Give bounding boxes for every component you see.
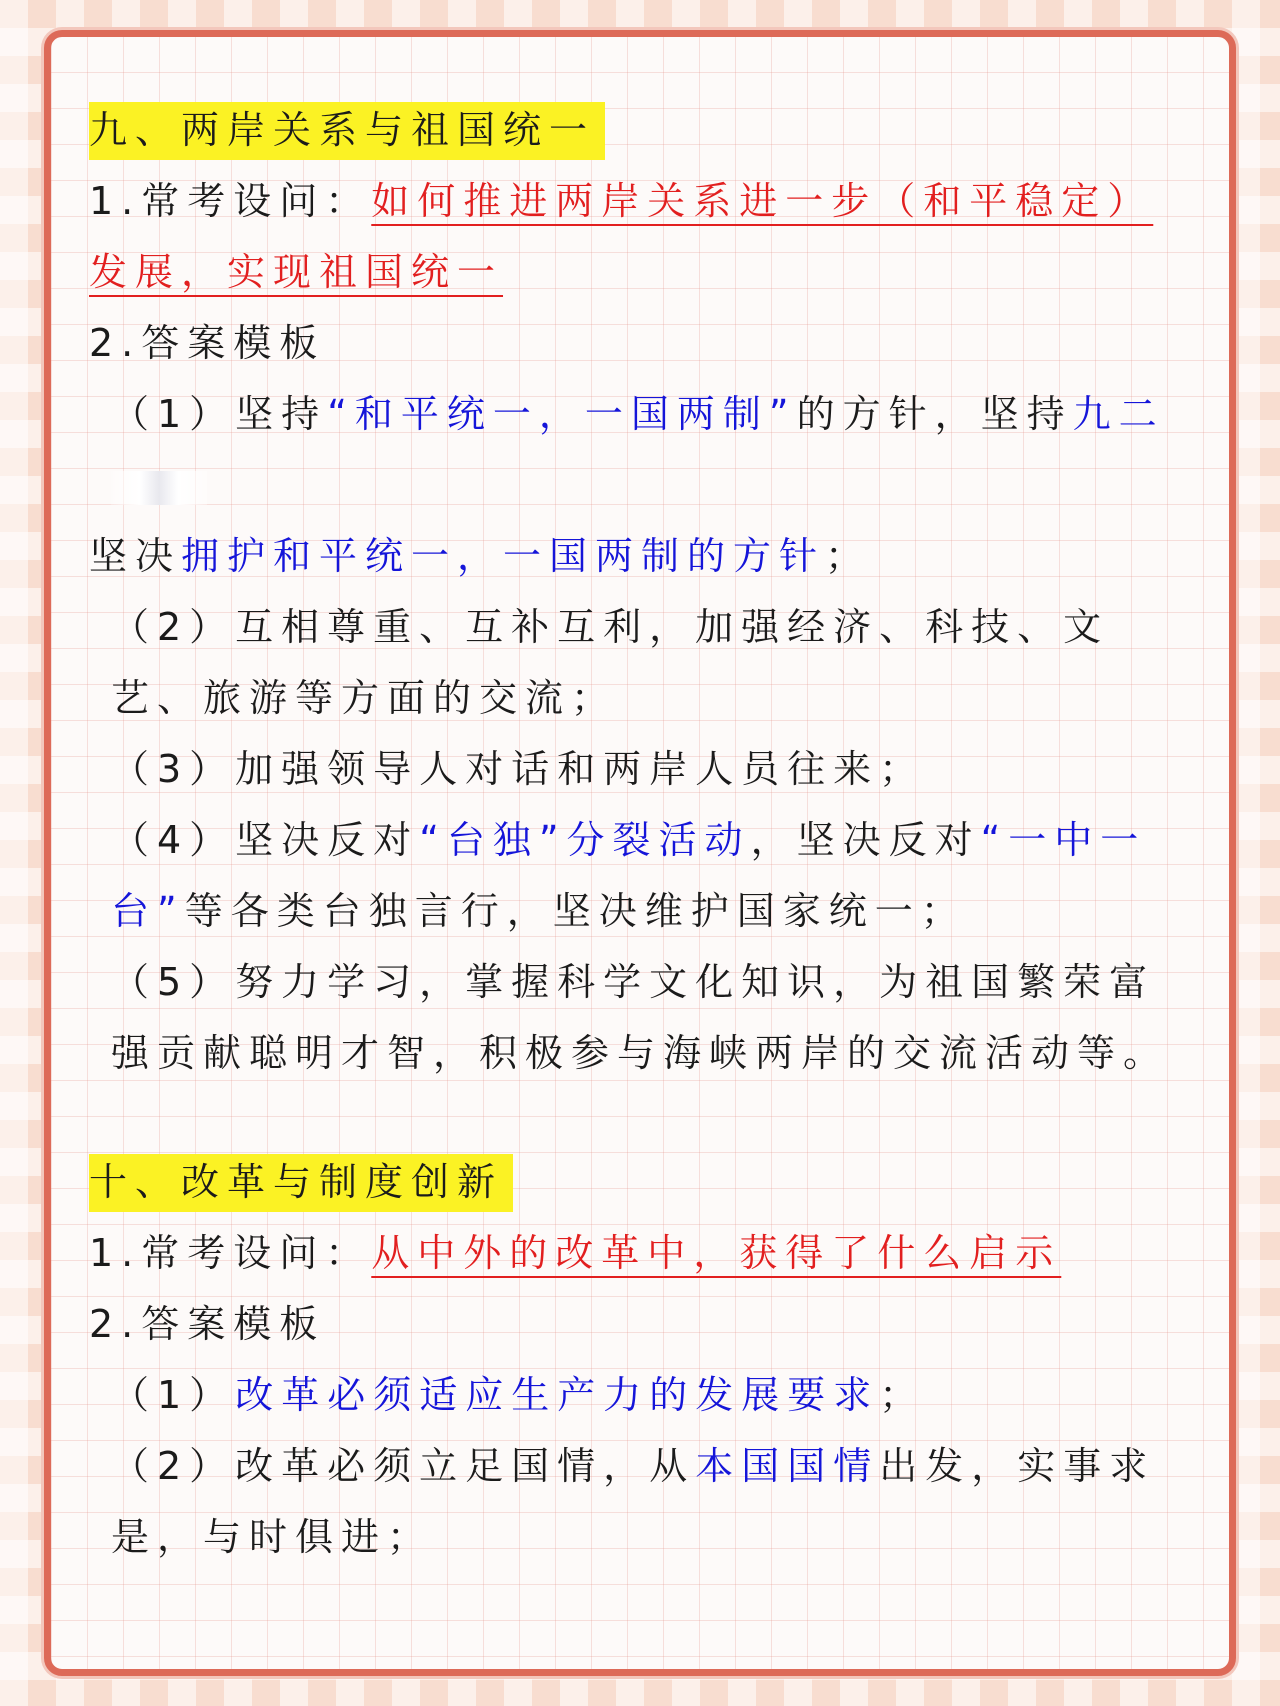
section-9-item-1-cont [89,521,1199,592]
item-text: （4）坚决反对 [111,818,420,862]
section-9-item-3: （3）加强领导人对话和两岸人员往来； [111,747,926,791]
section-9-answer-label: 2.答案模板 [89,321,326,365]
section-9-item-5: （5）努力学习，掌握科学文化知识，为祖国繁荣富强贡献聪明才智，积极参与海峡两岸的交流活动等。 [111,960,1170,1075]
item-text: ； [825,534,872,578]
note-card [44,30,1236,1676]
section-gap [89,1089,1199,1147]
section-9-item-2: （2）互相尊重、互补互利，加强经济、科技、文艺、旅游等方面的交流； [111,605,1110,720]
item-highlight: 本国国情 [695,1444,880,1488]
item-highlight: 拥护和平统一，一国两制的方针 [181,534,826,578]
item-text: 坚决 [89,534,182,578]
note-content [89,95,1199,1573]
item-text: 等各类台独言行，坚决维护国家统一； [184,889,967,933]
question-text: 如何推进两岸关系进一步（和平稳定）发展，实现祖国统一 [89,179,1154,294]
section-10-title: 十、改革与制度创新 [89,1154,513,1212]
section-10-item-1 [89,1360,1199,1431]
section-10-answer-label: 2.答案模板 [89,1302,326,1346]
item-text: 的方针，坚持 [796,392,1073,436]
item-highlight: “台独”分裂活动 [419,818,751,862]
item-text: 出发，实事求是，与时俱进； [111,1444,1156,1559]
item-highlight: 改革必须适应生产力的发展要求 [235,1373,880,1417]
section-9-question [89,166,1199,308]
question-label: 1.常考设问： [89,179,372,223]
item-text: （2）改革必须立足国情，从 [111,1444,696,1488]
blurred-region [111,471,207,505]
section-10-question [89,1218,1199,1289]
item-highlight: “和平统一，一国两制” [327,392,797,436]
section-9-title: 九、两岸关系与祖国统一 [89,102,605,160]
section-9-item-4 [89,805,1199,947]
item-text: ，坚决反对 [750,818,981,862]
section-9-heading [89,95,1199,166]
question-text: 从中外的改革中，获得了什么启示 [371,1231,1062,1275]
section-10-heading [89,1147,1199,1218]
item-text: ； [879,1373,926,1417]
section-10-item-2 [89,1431,1199,1573]
section-9-item-1 [89,379,1199,521]
item-text: （1） [111,1373,236,1417]
item-text: （1）坚持 [111,392,328,436]
item-highlight: “一中一台” [111,818,1147,933]
question-label: 1.常考设问： [89,1231,372,1275]
item-highlight: 九二 [1072,392,1165,436]
